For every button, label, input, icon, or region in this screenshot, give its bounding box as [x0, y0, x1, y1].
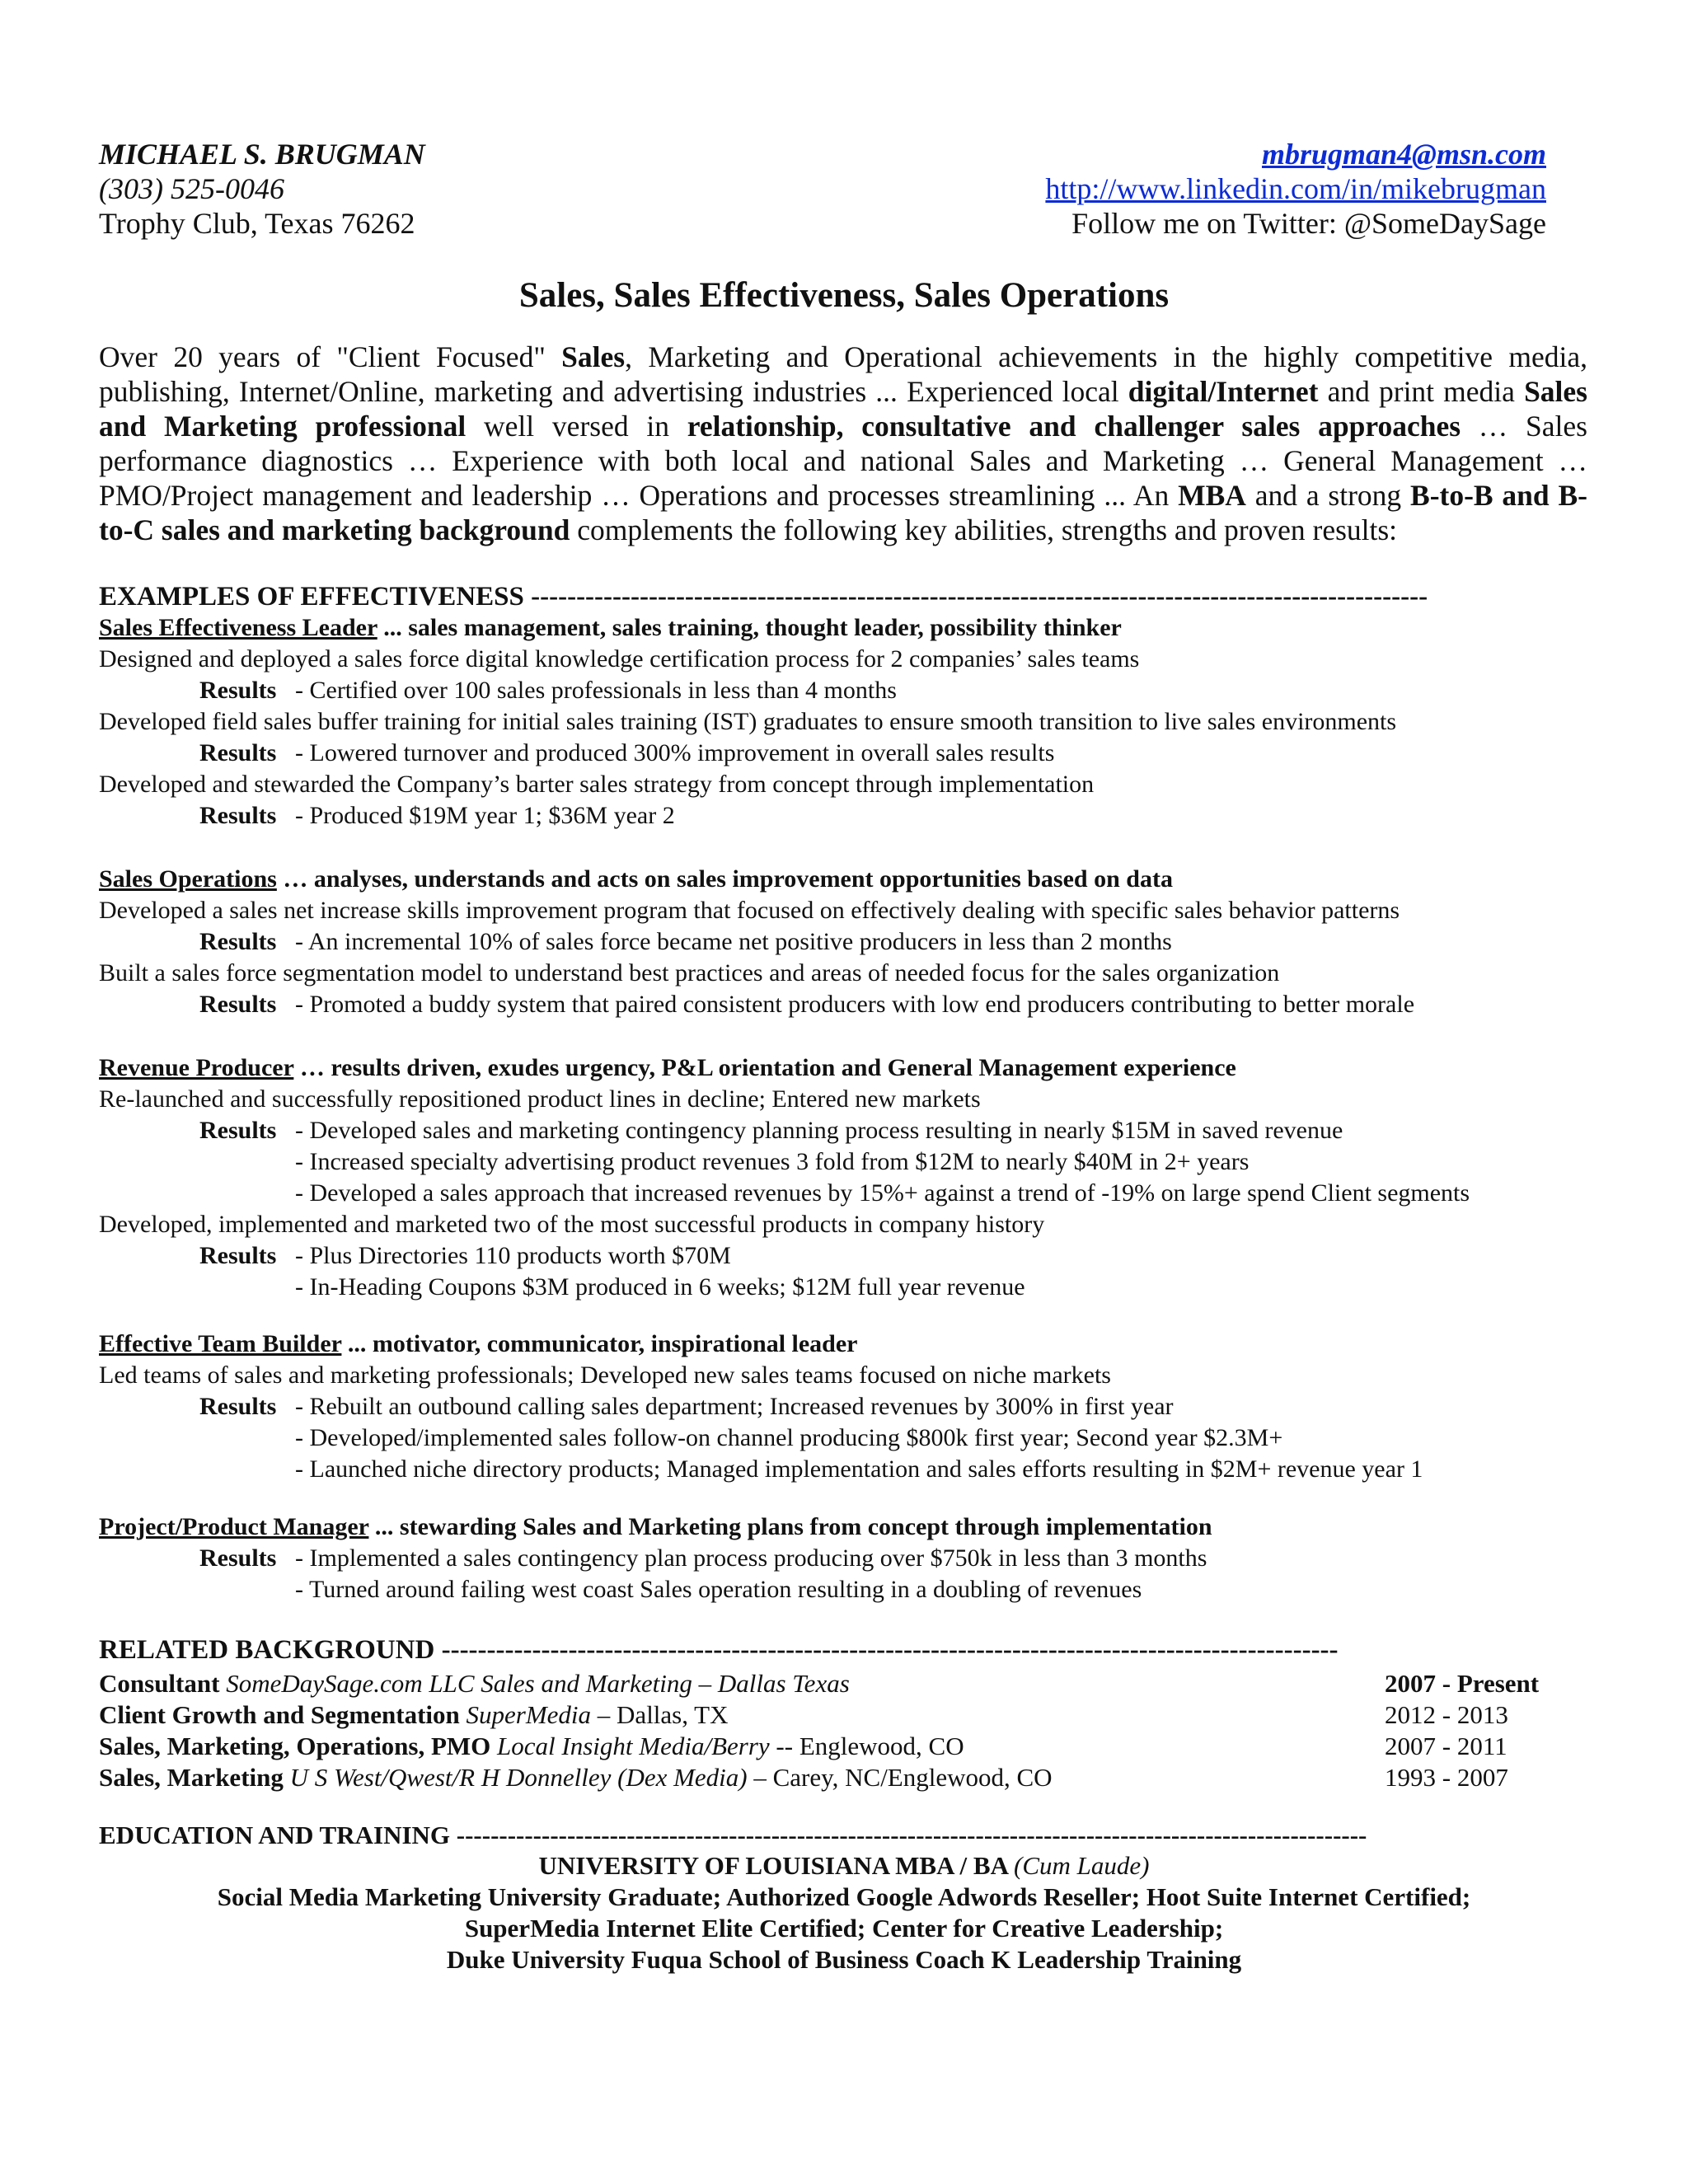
background-row: Consultant SomeDaySage.com LLC Sales and Marketing – Dallas Texas — [99, 1669, 850, 1698]
background-row: Client Growth and Segmentation SuperMedia – Dallas, TX — [99, 1700, 729, 1729]
background-dates: 2007 - 2011 — [1385, 1732, 1507, 1760]
candidate-name: MICHAEL S. BRUGMAN — [99, 138, 425, 171]
list-item: Developed field sales buffer training for initial sales training (IST) graduates to ensure smooth transition to live sales environments — [99, 708, 1397, 735]
list-item: Built a sales force segmentation model to understand best practices and areas of needed focus for the sales organization — [99, 959, 1280, 987]
background-dates: 2012 - 2013 — [1385, 1700, 1508, 1729]
list-item: Developed a sales net increase skills improvement program that focused on effectively dealing with specific sales behavior patterns — [99, 897, 1400, 924]
background-row: Sales, Marketing U S West/Qwest/R H Donnelley (Dex Media) – Carey, NC/Englewood, CO — [99, 1763, 1053, 1792]
subsection-project-product-manager: Project/Product Manager ... stewarding Sales and Marketing plans from concept through implementation — [99, 1513, 1212, 1540]
result-item: - Promoted a buddy system that paired consistent producers with low end producers contributing to better morale — [295, 991, 1415, 1018]
result-item: - Implemented a sales contingency plan process producing over $750k in less than 3 months — [295, 1544, 1207, 1572]
list-item: Developed, implemented and marketed two of the most successful products in company history — [99, 1211, 1045, 1238]
background-dates: 1993 - 2007 — [1385, 1763, 1508, 1792]
results-label: Results — [199, 1393, 277, 1420]
twitter-handle: Follow me on Twitter: @SomeDaySage — [1071, 207, 1546, 240]
results-label: Results — [199, 802, 277, 829]
result-item: - Turned around failing west coast Sales operation resulting in a doubling of revenues — [295, 1576, 1142, 1603]
result-item: - Plus Directories 110 products worth $70M — [295, 1242, 731, 1269]
results-label: Results — [199, 991, 277, 1018]
examples-heading: EXAMPLES OF EFFECTIVENESS --------------------------------------------------------------------------------------------------- — [99, 582, 1428, 612]
summary-paragraph: Over 20 years of "Client Focused" Sales, Marketing and Operational achievements in the highly competitive media, publishing, Internet/Online, marketing and advertising industries ... Experienced local digital/Internet and print media Sales and Marketing professional well versed in relationship, consultative and challenger sales approaches … Sales performance diagnostics … Experience with both local and national Sales and Marketing … General Management … PMO/Project management and leadership … Operations and processes streamlining ... An MBA and a strong B-to-B and B-to-C sales and marketing background complements the following key abilities, strengths and proven results: — [99, 340, 1588, 546]
subsection-sales-effectiveness-leader: Sales Effectiveness Leader ... sales management, sales training, thought leader, possibility thinker — [99, 614, 1122, 641]
results-label: Results — [199, 928, 277, 955]
results-label: Results — [199, 1117, 277, 1144]
result-item: - Developed sales and marketing contingency planning process resulting in nearly $15M in saved revenue — [295, 1117, 1343, 1144]
results-label: Results — [199, 677, 277, 704]
result-item: - An incremental 10% of sales force became net positive producers in less than 2 months — [295, 928, 1172, 955]
result-item: - In-Heading Coupons $3M produced in 6 weeks; $12M full year revenue — [295, 1273, 1025, 1301]
result-item: - Launched niche directory products; Managed implementation and sales efforts resulting in $2M+ revenue year 1 — [295, 1455, 1423, 1483]
subsection-revenue-producer: Revenue Producer … results driven, exudes urgency, P&L orientation and General Management experience — [99, 1054, 1236, 1081]
subsection-sales-operations: Sales Operations … analyses, understands and acts on sales improvement opportunities based on data — [99, 865, 1173, 893]
results-label: Results — [199, 1544, 277, 1572]
education-certifications: Social Media Marketing University Graduate; Authorized Google Adwords Reseller; Hoot Suite Internet Certified; — [217, 1882, 1471, 1911]
education-heading: EDUCATION AND TRAINING ----------------------------------------------------------------------------------------------------------- — [99, 1821, 1367, 1849]
result-item: - Lowered turnover and produced 300% improvement in overall sales results — [295, 739, 1055, 766]
education-certifications: SuperMedia Internet Elite Certified; Center for Creative Leadership; — [464, 1914, 1224, 1943]
subsection-effective-team-builder: Effective Team Builder ... motivator, communicator, inspirational leader — [99, 1330, 858, 1357]
result-item: - Developed/implemented sales follow-on channel producing $800k first year; Second year $2.3M+ — [295, 1424, 1283, 1451]
list-item: Led teams of sales and marketing professionals; Developed new sales teams focused on niche markets — [99, 1361, 1111, 1389]
results-label: Results — [199, 739, 277, 766]
background-dates: 2007 - Present — [1385, 1669, 1540, 1698]
list-item: Re-launched and successfully repositioned product lines in decline; Entered new markets — [99, 1085, 981, 1113]
result-item: - Produced $19M year 1; $36M year 2 — [295, 802, 675, 829]
email-link[interactable]: mbrugman4@msn.com — [1261, 138, 1546, 171]
linkedin-link[interactable]: http://www.linkedin.com/in/mikebrugman — [1045, 172, 1546, 205]
resume-title: Sales, Sales Effectiveness, Sales Operations — [518, 276, 1170, 315]
result-item: - Certified over 100 sales professionals in less than 4 months — [295, 677, 897, 704]
list-item: Designed and deployed a sales force digital knowledge certification process for 2 companies’ sales teams — [99, 645, 1140, 673]
phone-number: (303) 525-0046 — [99, 172, 284, 205]
background-row: Sales, Marketing, Operations, PMO Local Insight Media/Berry -- Englewood, CO — [99, 1732, 964, 1760]
list-item: Developed and stewarded the Company’s barter sales strategy from concept through implementation — [99, 771, 1095, 798]
education-degree: UNIVERSITY OF LOUISIANA MBA / BA (Cum Laude) — [538, 1851, 1150, 1880]
location: Trophy Club, Texas 76262 — [99, 207, 415, 240]
education-training: Duke University Fuqua School of Business Coach K Leadership Training — [446, 1945, 1242, 1974]
results-label: Results — [199, 1242, 277, 1269]
result-item: - Rebuilt an outbound calling sales department; Increased revenues by 300% in first year — [295, 1393, 1174, 1420]
result-item: - Increased specialty advertising product revenues 3 fold from $12M to nearly $40M in 2+ years — [295, 1148, 1250, 1175]
result-item: - Developed a sales approach that increased revenues by 15%+ against a trend of -19% on large spend Client segments — [295, 1179, 1470, 1207]
related-background-heading: RELATED BACKGROUND --------------------------------------------------------------------------------------------------- — [99, 1635, 1339, 1665]
